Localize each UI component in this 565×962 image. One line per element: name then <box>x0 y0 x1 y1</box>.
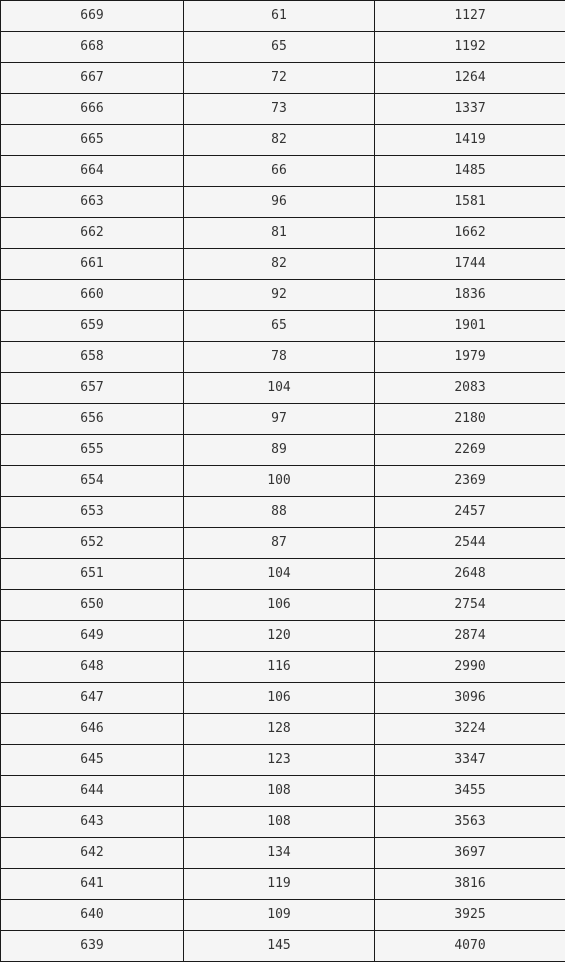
table-row <box>1 559 565 590</box>
cumulative-cell: 1419 <box>375 125 565 156</box>
score-cell: 641 <box>1 869 184 900</box>
count-cell: 81 <box>184 218 375 249</box>
count-cell: 134 <box>184 838 375 869</box>
cumulative-cell: 3224 <box>375 714 565 745</box>
cumulative-cell: 1264 <box>375 63 565 94</box>
cumulative-cell: 2990 <box>375 652 565 683</box>
cumulative-cell: 3096 <box>375 683 565 714</box>
table-body <box>1 1 565 962</box>
table-row <box>1 342 565 373</box>
score-cell: 655 <box>1 435 184 466</box>
table-row <box>1 683 565 714</box>
table-row <box>1 466 565 497</box>
cumulative-cell: 1836 <box>375 280 565 311</box>
score-cell: 667 <box>1 63 184 94</box>
score-cell: 669 <box>1 1 184 32</box>
count-cell: 89 <box>184 435 375 466</box>
table-row <box>1 900 565 931</box>
count-cell: 120 <box>184 621 375 652</box>
score-cell: 668 <box>1 32 184 63</box>
score-cell: 640 <box>1 900 184 931</box>
score-cell: 658 <box>1 342 184 373</box>
table-row <box>1 931 565 962</box>
table-row <box>1 404 565 435</box>
table-row <box>1 838 565 869</box>
cumulative-cell: 1192 <box>375 32 565 63</box>
count-cell: 73 <box>184 94 375 125</box>
cumulative-cell: 2369 <box>375 466 565 497</box>
count-cell: 88 <box>184 497 375 528</box>
table-row <box>1 94 565 125</box>
count-cell: 78 <box>184 342 375 373</box>
score-cell: 654 <box>1 466 184 497</box>
table-row <box>1 125 565 156</box>
cumulative-cell: 2180 <box>375 404 565 435</box>
cumulative-cell: 3563 <box>375 807 565 838</box>
score-cell: 659 <box>1 311 184 342</box>
cumulative-cell: 2544 <box>375 528 565 559</box>
cumulative-cell: 1901 <box>375 311 565 342</box>
count-cell: 108 <box>184 776 375 807</box>
count-cell: 82 <box>184 125 375 156</box>
score-cell: 657 <box>1 373 184 404</box>
count-cell: 97 <box>184 404 375 435</box>
count-cell: 66 <box>184 156 375 187</box>
cumulative-cell: 3347 <box>375 745 565 776</box>
score-cell: 651 <box>1 559 184 590</box>
cumulative-cell: 3697 <box>375 838 565 869</box>
count-cell: 104 <box>184 559 375 590</box>
score-cell: 650 <box>1 590 184 621</box>
table-row <box>1 156 565 187</box>
table-row <box>1 745 565 776</box>
cumulative-cell: 1337 <box>375 94 565 125</box>
count-cell: 92 <box>184 280 375 311</box>
score-cell: 645 <box>1 745 184 776</box>
cumulative-cell: 3816 <box>375 869 565 900</box>
cumulative-cell: 1744 <box>375 249 565 280</box>
count-cell: 106 <box>184 590 375 621</box>
count-cell: 119 <box>184 869 375 900</box>
count-cell: 109 <box>184 900 375 931</box>
score-cell: 643 <box>1 807 184 838</box>
count-cell: 100 <box>184 466 375 497</box>
score-cell: 653 <box>1 497 184 528</box>
score-cell: 646 <box>1 714 184 745</box>
score-cell: 656 <box>1 404 184 435</box>
table-row <box>1 1 565 32</box>
table-row <box>1 652 565 683</box>
count-cell: 108 <box>184 807 375 838</box>
cumulative-cell: 2648 <box>375 559 565 590</box>
count-cell: 61 <box>184 1 375 32</box>
table-row <box>1 63 565 94</box>
cumulative-cell: 1581 <box>375 187 565 218</box>
table-row <box>1 435 565 466</box>
score-cell: 649 <box>1 621 184 652</box>
cumulative-cell: 1127 <box>375 1 565 32</box>
cumulative-cell: 2083 <box>375 373 565 404</box>
score-cell: 647 <box>1 683 184 714</box>
table-row <box>1 187 565 218</box>
cumulative-cell: 1662 <box>375 218 565 249</box>
table-row <box>1 714 565 745</box>
cumulative-cell: 3925 <box>375 900 565 931</box>
score-cell: 666 <box>1 94 184 125</box>
count-cell: 128 <box>184 714 375 745</box>
table-row <box>1 528 565 559</box>
count-cell: 116 <box>184 652 375 683</box>
count-cell: 145 <box>184 931 375 962</box>
table-row <box>1 280 565 311</box>
table-row <box>1 32 565 63</box>
cumulative-cell: 2269 <box>375 435 565 466</box>
count-cell: 104 <box>184 373 375 404</box>
score-cell: 644 <box>1 776 184 807</box>
cumulative-cell: 1485 <box>375 156 565 187</box>
score-cell: 652 <box>1 528 184 559</box>
count-cell: 65 <box>184 311 375 342</box>
table-row <box>1 373 565 404</box>
cumulative-cell: 1979 <box>375 342 565 373</box>
count-cell: 65 <box>184 32 375 63</box>
score-cell: 662 <box>1 218 184 249</box>
score-cell: 661 <box>1 249 184 280</box>
table-row <box>1 590 565 621</box>
count-cell: 96 <box>184 187 375 218</box>
table-row <box>1 311 565 342</box>
table-row <box>1 869 565 900</box>
count-cell: 87 <box>184 528 375 559</box>
cumulative-cell: 2457 <box>375 497 565 528</box>
cumulative-cell: 2754 <box>375 590 565 621</box>
score-cell: 648 <box>1 652 184 683</box>
cumulative-cell: 3455 <box>375 776 565 807</box>
table-row <box>1 249 565 280</box>
score-cell: 665 <box>1 125 184 156</box>
score-cell: 639 <box>1 931 184 962</box>
count-cell: 123 <box>184 745 375 776</box>
count-cell: 106 <box>184 683 375 714</box>
score-cell: 664 <box>1 156 184 187</box>
table-row <box>1 218 565 249</box>
score-cell: 660 <box>1 280 184 311</box>
table-row <box>1 807 565 838</box>
score-cell: 642 <box>1 838 184 869</box>
count-cell: 72 <box>184 63 375 94</box>
cumulative-cell: 2874 <box>375 621 565 652</box>
table-row <box>1 776 565 807</box>
cumulative-cell: 4070 <box>375 931 565 962</box>
table-row <box>1 497 565 528</box>
score-cell: 663 <box>1 187 184 218</box>
table-row <box>1 621 565 652</box>
count-cell: 82 <box>184 249 375 280</box>
